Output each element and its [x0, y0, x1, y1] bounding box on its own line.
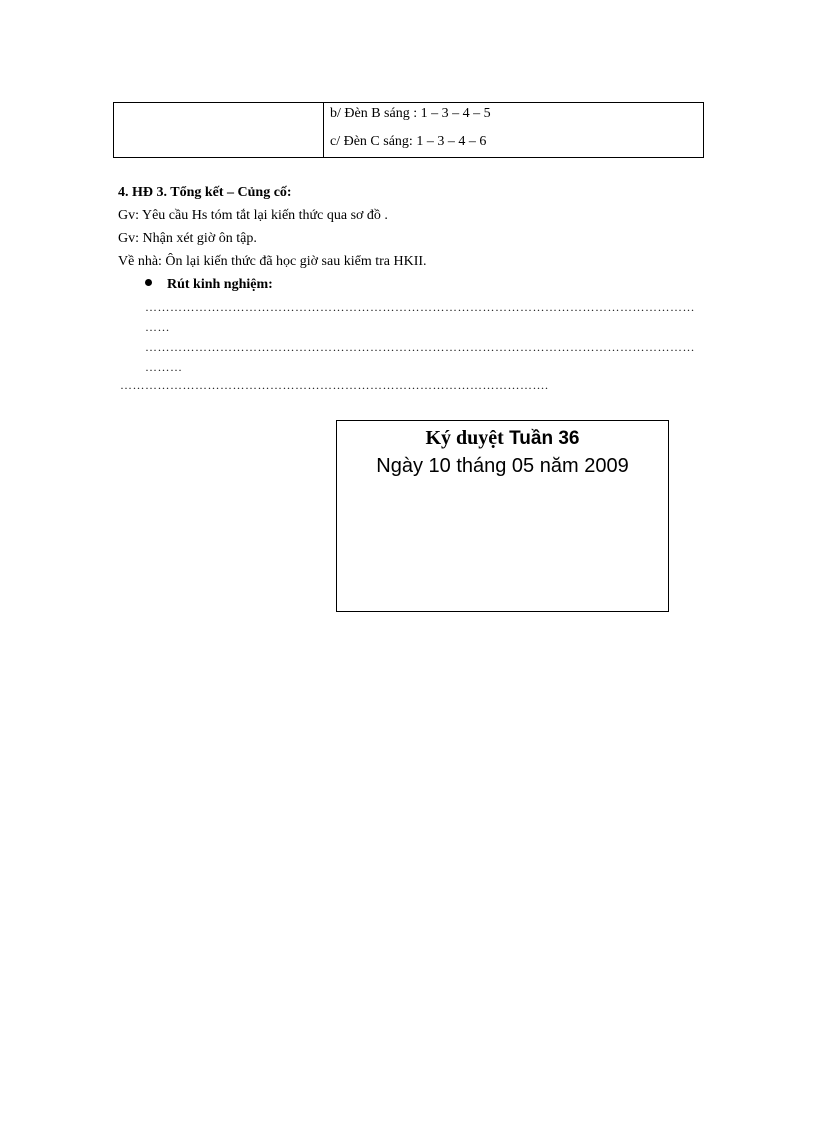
bullet-dot-icon [145, 279, 152, 286]
table-row-b: b/ Đèn B sáng : 1 – 3 – 4 – 5 [330, 106, 491, 121]
approval-date: Ngày 10 tháng 05 năm 2009 [376, 455, 629, 477]
dotted-line-1: …………………………………………………………………………………………………………………… [145, 300, 695, 314]
section-heading: 4. HĐ 3. Tổng kết – Củng cố: [118, 185, 292, 200]
dotted-line-3: …………………………………………………………………………………………. [120, 378, 549, 392]
dotted-line-2: …………………………………………………………………………………………………………………… [145, 340, 695, 354]
teacher-line-1: Gv: Yêu cầu Hs tóm tắt lại kiến thức qua sơ đồ . [118, 208, 388, 223]
approval-box [336, 420, 669, 612]
dotted-line-1-cont: …… [145, 320, 170, 334]
homework-line: Về nhà: Ôn lại kiến thức đã học giờ sau kiểm tra HKII. [118, 254, 427, 269]
dotted-line-2-cont: ……… [145, 360, 183, 374]
approval-title-week: Tuần 36 [503, 428, 580, 449]
experience-label: Rút kinh nghiệm: [167, 277, 273, 292]
experience-bullet [145, 277, 273, 293]
result-table [113, 102, 704, 158]
approval-title [337, 427, 668, 450]
teacher-line-2: Gv: Nhận xét giờ ôn tập. [118, 231, 257, 246]
table-column-divider [323, 103, 324, 157]
approval-title-signed: Ký duyệt [425, 427, 504, 449]
table-row-c: c/ Đèn C sáng: 1 – 3 – 4 – 6 [330, 134, 487, 149]
